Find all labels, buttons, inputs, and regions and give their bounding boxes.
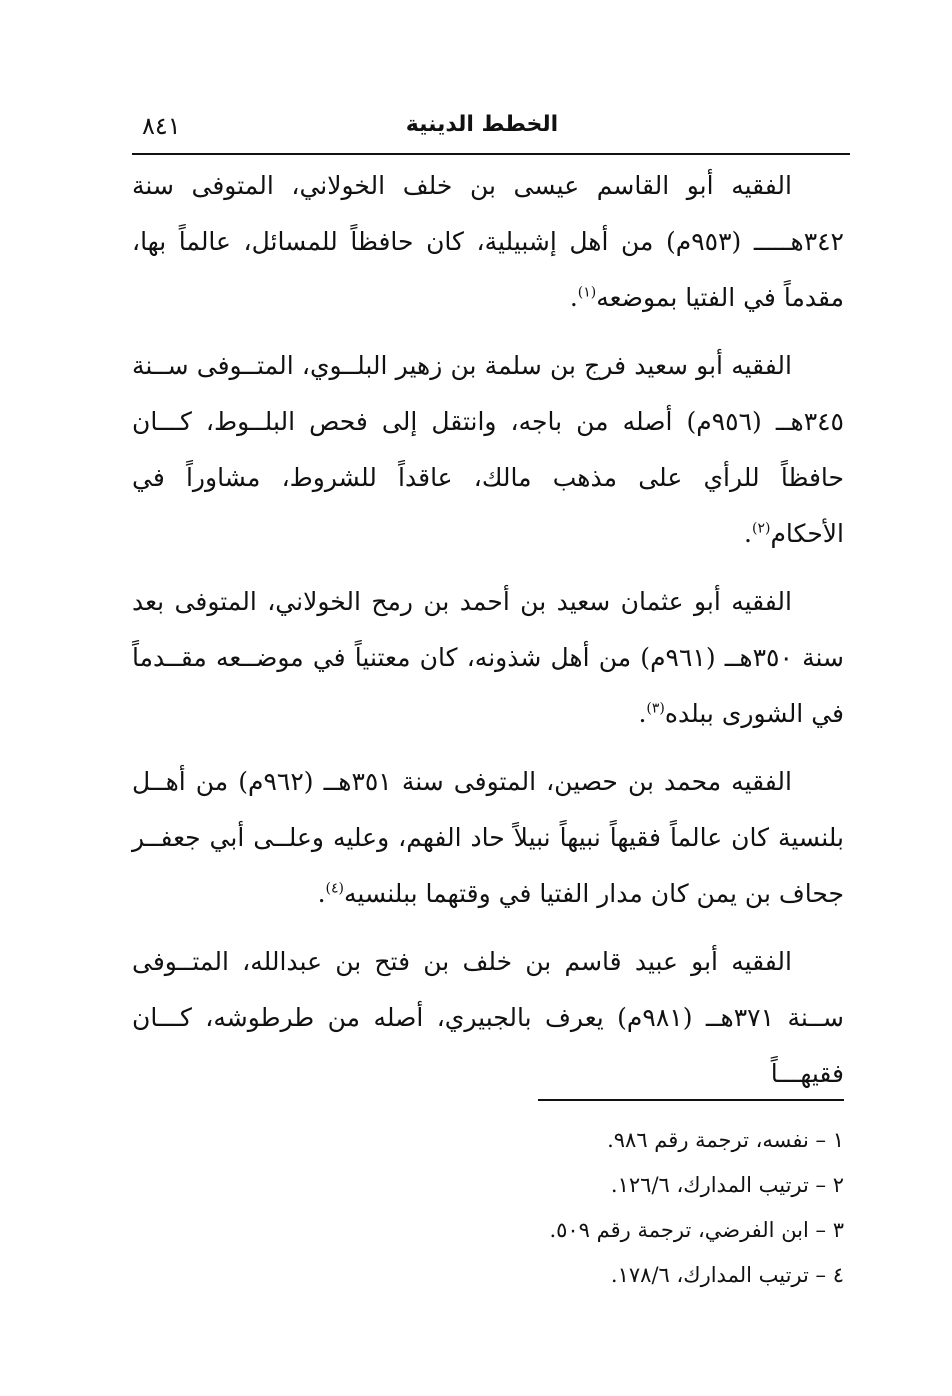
paragraph-2: الفقيه أبو سعيد فرج بن سلمة بن زهير البلــوي، المتــوفى ســنة ٣٤٥هــ (٩٥٦م) أصله من باجه، وانتقل إلى فحص البلــوط، كـــان حافظاً للرأي على مذهب مالك، عاقداً للشروط، مشاوراً في الأحكام$^{(٢)}$. [132, 351, 844, 548]
footnote-2: ٢ – ترتيب المدارك، ١٢٦/٦. [610, 1173, 844, 1197]
paragraph-4: الفقيه محمد بن حصين، المتوفى سنة ٣٥١هــ (٩٦٢م) من أهــل بلنسية كان عالماً فقيهاً نبيهاً نبيلاً حاد الفهم، وعليه وعلــى أبي جعفــر جحاف بن يمن كان مدار الفتيا في وقتهما ببلنسيه$^{(٤)}$. [132, 767, 844, 908]
header-rule [132, 153, 850, 155]
footnote-4: ٤ – ترتيب المدارك، ١٧٨/٦. [610, 1263, 844, 1287]
running-title: الخطط الدينية [405, 112, 559, 137]
footnotes [400, 1118, 844, 1298]
paragraph-3: الفقيه أبو عثمان سعيد بن أحمد بن رمح الخولاني، المتوفى بعد سنة ٣٥٠هــ (٩٦١م) من أهل شذونه، كان معتنياً في موضــعه مقــدماً في الشورى ببلده$^{(٣)}$. [132, 587, 844, 728]
footnote-1: ١ – نفسه، ترجمة رقم ٩٨٦. [607, 1128, 844, 1152]
page-number: ٨٤١ [142, 112, 181, 140]
footnote-rule [538, 1099, 844, 1101]
paragraph-1: الفقيه أبو القاسم عيسى بن خلف الخولاني، المتوفى سنة ٣٤٢هـــــ (٩٥٣م) من أهل إشبيلية، كان حافظاً للمسائل، عالماً بها، مقدماً في الفتيا بموضعه$^{(١)}$. [132, 171, 844, 312]
page-header [132, 110, 850, 154]
main-text [132, 158, 844, 1102]
footnote-ref-4: (٤) [325, 880, 345, 897]
footnote-ref-3: (٣) [646, 700, 665, 717]
footnote-ref-1: (١) [577, 284, 597, 301]
footnote-ref-2: (٢) [751, 520, 771, 537]
footnote-3: ٣ – ابن الفرضي، ترجمة رقم ٥٠٩. [549, 1218, 844, 1242]
paragraph-5: الفقيه أبو عبيد قاسم بن خلف بن فتح بن عبدالله، المتــوفى ســنة ٣٧١هــ (٩٨١م) يعرف بالجبيري، أصله من طرطوشه، كـــان فقيهـــاً [132, 947, 844, 1088]
